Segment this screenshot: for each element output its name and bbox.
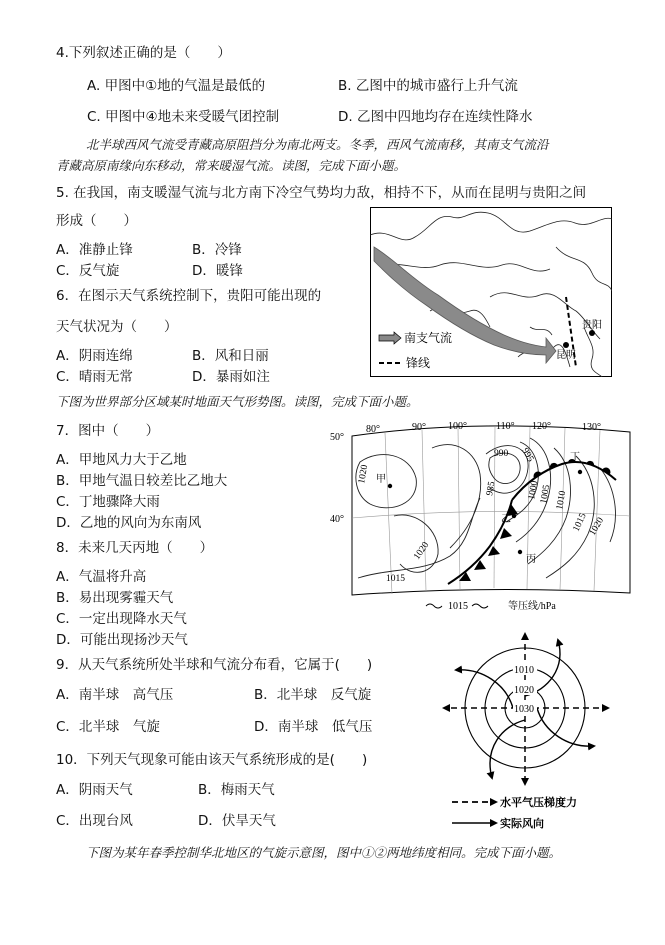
q4-option-c: C. 甲图中④地未来受暖气团控制 [87,109,280,125]
q9-stem: 9．从天气系统所处半球和气流分布看，它属于( ) [56,657,373,673]
q7-option-d: D．乙地的风向为东南风 [56,515,202,531]
q7-option-c: C．丁地骤降大雨 [56,494,160,510]
kunming-label: 昆明 [556,350,576,361]
q6-option-c: C．晴雨无常 [56,369,133,385]
place-bing: 丙 [526,554,536,565]
q4-option-a: A. 甲图中①地的气温是最低的 [87,78,266,94]
isobar-1010: 1010 [555,490,569,511]
place-ding: 丁 [570,452,580,463]
south-branch-airflow-map [370,207,612,377]
isobar-985: 985 [485,480,498,497]
q5-option-b: B．冷锋 [192,242,242,258]
legend-front-label: 锋线 [406,356,431,370]
lon-110-label: 110° [496,421,515,432]
q10-stem: 10．下列天气现象可能由该天气系统形成的是( ) [56,752,368,768]
guiyang-label: 贵阳 [582,320,602,331]
intro-paragraph-3: 下图为某年春季控制华北地区的气旋示意图，图中①②两地纬度相同。完成下面小题。 [86,845,562,860]
place-yi: 乙 [501,514,511,525]
q10-option-b: B．梅雨天气 [198,782,275,798]
q8-option-d: D．可能出现扬沙天气 [56,632,188,648]
q10-option-a: A．阴雨天气 [56,782,133,798]
isobar-1020-east: 1020 [587,516,607,538]
intro-paragraph-2: 下图为世界部分区域某时地面天气形势图。读图，完成下面小题。 [56,394,419,409]
q6-option-b: B．风和日丽 [192,348,269,364]
intro-paragraph-line-2: 青藏高原南缘向东移动，常来暖湿气流。读图，完成下面小题。 [56,158,407,173]
lat-40-label: 40° [330,514,344,525]
isobar-990: 990 [494,449,509,459]
isobar-1000: 1000 [527,480,541,501]
lon-100-label: 100° [448,421,467,432]
q4-option-b: B. 乙图中的城市盛行上升气流 [338,78,518,94]
q6-option-a: A．阴雨连绵 [56,348,133,364]
q5-option-d: D．暖锋 [192,263,243,279]
q6-option-d: D．暴雨如注 [192,369,270,385]
isobar-1020-label: 1020 [514,685,534,696]
q9-option-d: D．南半球 低气压 [254,719,373,735]
isobar-1030-label: 1030 [514,704,534,715]
q9-option-b: B．北半球 反气旋 [254,687,372,703]
isobar-1015-south: 1015 [386,574,405,584]
isobar-1010-label: 1010 [514,665,534,676]
q6-stem-line-1: 6．在图示天气系统控制下，贵阳可能出现的 [56,288,322,304]
q6-stem-line-2: 天气状况为（ ） [56,319,178,335]
lat-50-label: 50° [330,432,344,443]
pressure-system-diagram [430,628,630,833]
isobar-1020-west: 1020 [357,464,371,485]
surface-weather-map [330,418,635,616]
q5-option-c: C．反气旋 [56,263,120,279]
q8-stem: 8．未来几天丙地（ ） [56,540,214,556]
q7-option-a: A．甲地风力大于乙地 [56,452,187,468]
legend-south-branch-label: 南支气流 [404,331,453,345]
lon-90-label: 90° [412,422,426,433]
isobar-995: 995 [519,446,536,464]
q7-stem: 7．图中（ ） [56,423,160,439]
q10-option-d: D．伏旱天气 [198,813,276,829]
intro-paragraph-line-1: 北半球西风气流受青藏高原阻挡分为南北两支。冬季，西风气流南移，其南支气流沿 [86,137,549,152]
lon-80-label: 80° [366,424,380,435]
q8-option-a: A．气温将升高 [56,569,147,585]
place-jia: 甲 [376,474,386,485]
legend-pressure-gradient: 水平气压梯度力 [500,797,577,809]
isobar-1005: 1005 [539,484,553,505]
lon-130-label: 130° [582,422,601,433]
q9-option-c: C．北半球 气旋 [56,719,160,735]
q5-option-a: A．准静止锋 [56,242,133,258]
legend-isobar-text: 等压线/hPa [508,601,556,612]
legend-actual-wind: 实际风向 [500,818,544,830]
q7-option-b: B．甲地气温日较差比乙地大 [56,473,228,489]
isobar-1015-east: 1015 [571,511,589,534]
q9-option-a: A．南半球 高气压 [56,687,174,703]
q4-option-d: D. 乙图中四地均存在连续性降水 [338,109,533,125]
lon-120-label: 120° [532,421,551,432]
q10-option-c: C．出现台风 [56,813,133,829]
q8-option-c: C．一定出现降水天气 [56,611,187,627]
q8-option-b: B．易出现雾霾天气 [56,590,174,606]
q5-stem-line-1: 5. 在我国，南支暖湿气流与北方南下冷空气势均力敌，相持不下，从而在昆明与贵阳之间 [56,185,587,201]
q4-stem: 4.下列叙述正确的是（ ） [56,45,231,61]
legend-isobar-value: 1015 [448,601,468,612]
isobar-1020-south: 1020 [412,540,432,562]
q5-stem-line-2: 形成（ ） [56,213,137,229]
